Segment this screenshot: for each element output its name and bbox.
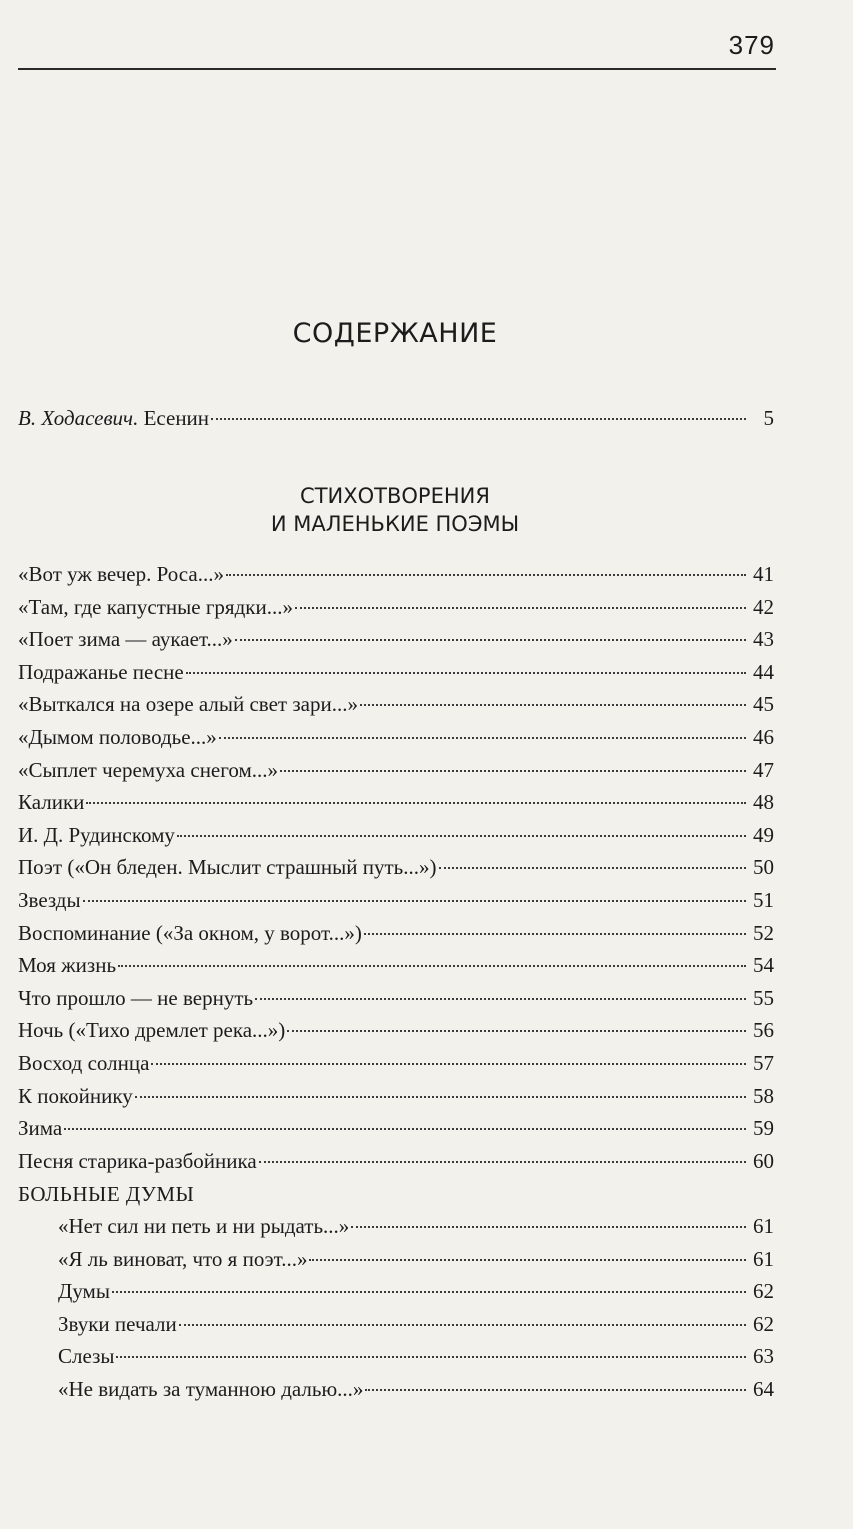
toc-entry-page: 50: [753, 855, 774, 880]
toc-entry-page: 5: [763, 406, 774, 430]
dot-leader: [177, 834, 746, 837]
toc-entry-page: 42: [753, 594, 774, 619]
toc-entry-page: 61: [753, 1214, 774, 1238]
toc-entry: [18, 562, 774, 594]
dot-leader: [287, 1029, 746, 1032]
dot-leader: [351, 1225, 746, 1228]
page-number: 379: [728, 30, 775, 60]
dot-leader: [186, 671, 746, 674]
toc-entry-page: 55: [753, 985, 774, 1010]
dot-leader: [280, 769, 746, 772]
toc-entry-page: 61: [753, 1246, 774, 1271]
toc-entry-title: Поэт («Он бледен. Мыслит страшный путь...»): [18, 855, 437, 880]
section-heading: [0, 482, 790, 538]
dot-leader: [365, 1388, 746, 1391]
toc-entry-title: «Не видать за туманною далью...»: [58, 1377, 364, 1401]
toc-entry-title: «Там, где капустные грядки...»: [18, 594, 293, 619]
toc-entry: [18, 790, 774, 822]
toc-entry-page: 56: [753, 1018, 774, 1043]
toc-entry: [18, 725, 774, 757]
toc-entry: [58, 1214, 774, 1246]
toc-entry-page: 60: [753, 1148, 774, 1173]
dot-leader: [116, 1355, 746, 1358]
toc-entry-title-text: Есенин: [138, 406, 210, 430]
toc-entry-title: Звуки печали: [58, 1311, 177, 1336]
section-heading-line-1: СТИХОТВОРЕНИЯ: [300, 484, 490, 508]
toc-entry-title: Воспоминание («За окном, у ворот...»): [18, 920, 362, 945]
toc-entry-page: 59: [753, 1116, 774, 1141]
toc-entry: [18, 921, 774, 953]
toc-entry-page: 52: [753, 920, 774, 945]
toc-entry-title: «Вот уж вечер. Роса...»: [18, 562, 224, 586]
toc-entry: [18, 1116, 774, 1148]
toc-entry: [18, 692, 774, 724]
toc-entry-page: 63: [753, 1344, 774, 1369]
toc-entry: [18, 595, 774, 627]
page-title: СОДЕРЖАНИЕ: [292, 318, 498, 349]
toc-entry-title: И. Д. Рудинскому: [18, 822, 175, 847]
dot-leader: [309, 1258, 746, 1261]
dot-leader: [211, 417, 746, 420]
toc-entry-title: Слезы: [58, 1344, 115, 1369]
toc-entry-page: 57: [753, 1051, 774, 1075]
toc-entry-page: 54: [753, 953, 774, 978]
toc-entry: [18, 627, 774, 659]
toc-entry-title: «Сыплет черемуха снегом...»: [18, 757, 278, 782]
toc-entry-title: «Поет зима — аукает...»: [18, 627, 233, 652]
group-heading: БОЛЬНЫЕ ДУМЫ: [18, 1182, 195, 1206]
section-heading-line-2: И МАЛЕНЬКИЕ ПОЭМЫ: [270, 512, 520, 536]
toc-entry-title: Подражанье песне: [18, 659, 184, 684]
header-rule: [18, 68, 776, 70]
toc-entry-title: Ночь («Тихо дремлет река...»): [18, 1018, 286, 1043]
toc-entry-title: Калики: [18, 790, 85, 815]
dot-leader: [83, 899, 746, 902]
dot-leader: [255, 997, 746, 1000]
dot-leader: [364, 932, 746, 935]
toc-entry-page: 47: [753, 757, 774, 782]
toc-entry-title: Зима: [18, 1116, 63, 1141]
toc-entry-page: 58: [753, 1083, 774, 1108]
toc-entry-title: Звезды: [18, 888, 81, 912]
dot-leader: [179, 1323, 746, 1326]
toc-entry: [18, 953, 774, 985]
dot-leader: [112, 1290, 746, 1293]
toc-entry: [58, 1344, 774, 1376]
dot-leader: [219, 736, 746, 739]
toc-entry: [18, 660, 774, 692]
dot-leader: [64, 1127, 746, 1130]
toc-entry-page: 43: [753, 627, 774, 652]
toc-entry: [18, 1051, 774, 1083]
toc-entry-page: 48: [753, 790, 774, 815]
dot-leader: [259, 1160, 746, 1163]
toc-entry: [18, 986, 774, 1018]
toc-entry-title: Восход солнца: [18, 1051, 150, 1075]
toc-entry-title: «Дымом половодье...»: [18, 725, 217, 749]
toc-entry: [18, 758, 774, 790]
dot-leader: [439, 866, 746, 869]
dot-leader: [226, 573, 746, 576]
toc-entry: [58, 1279, 774, 1311]
toc-entry-page: 49: [753, 822, 774, 847]
toc-entry-page: 62: [753, 1279, 774, 1304]
toc-entry: [18, 888, 774, 920]
toc-entry-page: 46: [753, 725, 774, 749]
toc-entry-author: В. Ходасевич.: [18, 406, 139, 430]
toc-entry-title: [18, 406, 209, 431]
toc-entry: [18, 1149, 774, 1181]
dot-leader: [295, 606, 746, 609]
toc-entry: [18, 1018, 774, 1050]
dot-leader: [151, 1062, 746, 1065]
toc-entry-title: «Нет сил ни петь и ни рыдать...»: [58, 1214, 350, 1238]
dot-leader: [86, 801, 746, 804]
toc-entry: [58, 1247, 774, 1279]
toc-entry-intro: [18, 406, 774, 438]
toc-entry-title: Песня старика-разбойника: [18, 1148, 257, 1173]
toc-entry-title: К покойнику: [18, 1083, 133, 1108]
toc-entry-title: Думы: [58, 1279, 110, 1304]
dot-leader: [235, 638, 746, 641]
toc-entry-page: 51: [753, 888, 774, 912]
toc-entry-page: 41: [753, 562, 774, 586]
toc-entry-page: 62: [753, 1311, 774, 1336]
toc-entry-title: Что прошло — не вернуть: [18, 985, 254, 1010]
dot-leader: [135, 1095, 746, 1098]
toc-entry-title: Моя жизнь: [18, 953, 117, 978]
dot-leader: [118, 964, 746, 967]
toc-entry-title: «Выткался на озере алый свет зари...»: [18, 692, 358, 717]
toc-entry-title: «Я ль виноват, что я поэт...»: [58, 1246, 308, 1271]
toc-entry: [18, 823, 774, 855]
toc-entry-page: 64: [753, 1377, 774, 1401]
toc-entry-page: 44: [753, 659, 774, 684]
dot-leader: [360, 703, 746, 706]
toc-entry: [58, 1312, 774, 1344]
toc-entry: [18, 855, 774, 887]
toc-entry-page: 45: [753, 692, 774, 717]
toc-entry: [18, 1084, 774, 1116]
toc-entry: [58, 1377, 774, 1409]
